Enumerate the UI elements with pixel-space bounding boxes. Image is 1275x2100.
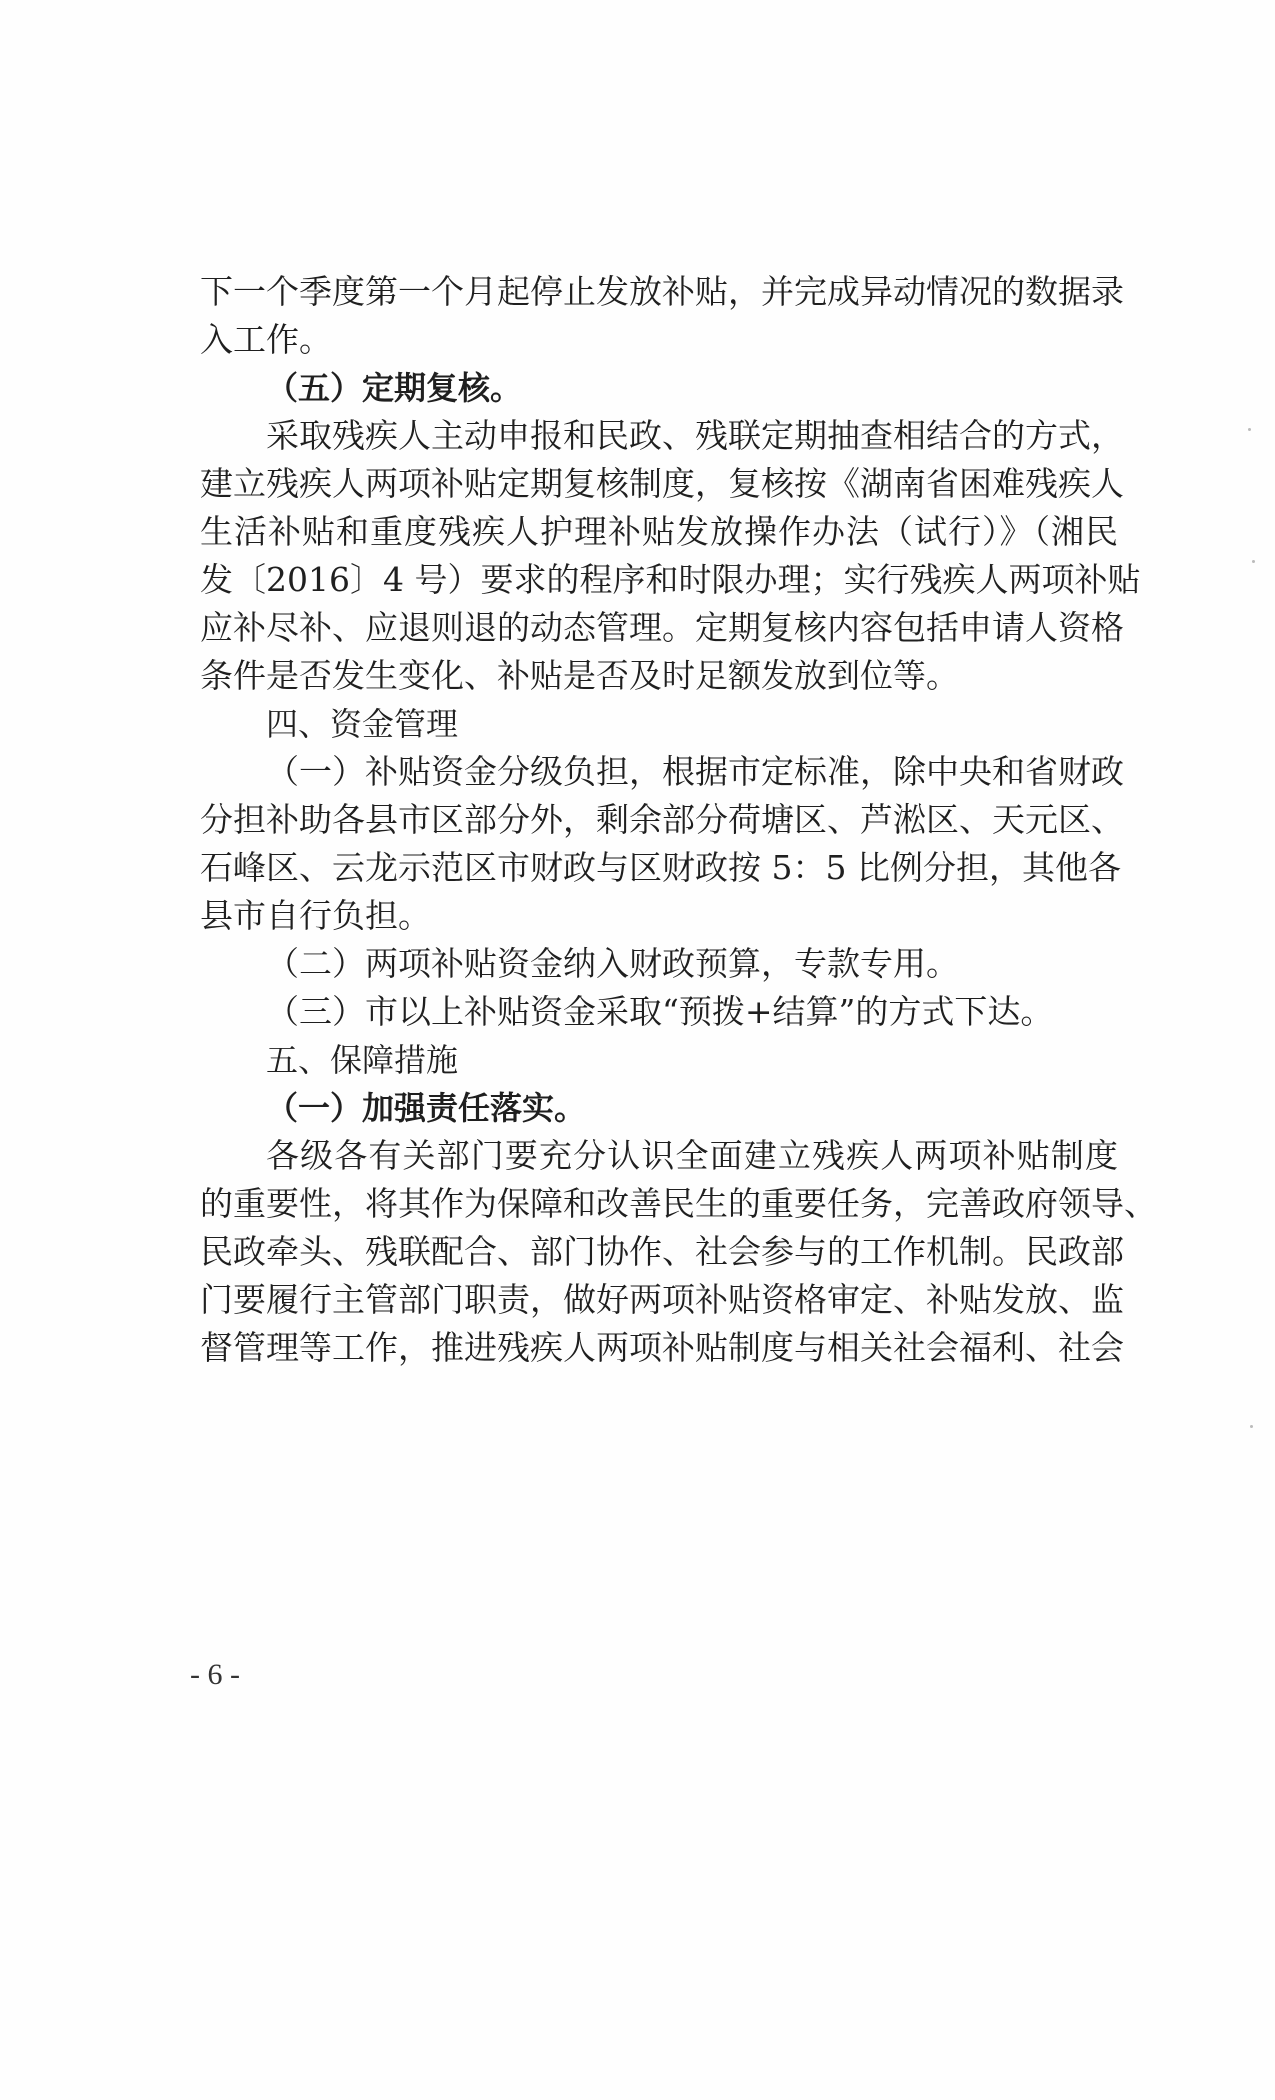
page-number: - 6 - — [190, 1658, 240, 1691]
scan-speck — [1250, 1425, 1253, 1428]
body-line: 石峰区、云龙示范区市财政与区财政按 5：5 比例分担，其他各 — [200, 848, 1121, 887]
body-line: 入工作。 — [200, 320, 332, 359]
body-line: 采取残疾人主动申报和民政、残联定期抽查相结合的方式， — [266, 416, 1124, 455]
body-line: 的重要性，将其作为保障和改善民生的重要任务，完善政府领导、 — [200, 1184, 1157, 1223]
body-line: 县市自行负担。 — [200, 896, 431, 935]
body-line: （一）补贴资金分级负担，根据市定标准，除中央和省财政 — [266, 752, 1124, 791]
body-line: 建立残疾人两项补贴定期复核制度，复核按《湖南省困难残疾人 — [200, 464, 1124, 503]
body-line: 下一个季度第一个月起停止发放补贴，并完成异动情况的数据录 — [200, 272, 1124, 311]
section-subheading: （五）定期复核。 — [266, 369, 523, 407]
body-line: （二）两项补贴资金纳入财政预算，专款专用。 — [266, 944, 959, 983]
body-line: 民政牵头、残联配合、部门协作、社会参与的工作机制。民政部 — [200, 1232, 1124, 1271]
document-body — [200, 268, 1157, 1372]
body-line: 应补尽补、应退则退的动态管理。定期复核内容包括申请人资格 — [200, 608, 1124, 647]
body-line: 各级各有关部门要充分认识全面建立残疾人两项补贴制度 — [266, 1136, 1118, 1175]
body-line: 生活补贴和重度残疾人护理补贴发放操作办法（试行）》（湘民 — [200, 512, 1118, 551]
body-line: 发〔2016〕4 号）要求的程序和时限办理；实行残疾人两项补贴 — [200, 560, 1141, 599]
body-line: 条件是否发生变化、补贴是否及时足额发放到位等。 — [200, 656, 959, 695]
section-subheading: （一）加强责任落实。 — [266, 1089, 587, 1127]
section-heading: 五、保障措施 — [266, 1041, 459, 1079]
section-heading: 四、资金管理 — [266, 705, 459, 743]
body-line: 分担补助各县市区部分外，剩余部分荷塘区、芦淞区、天元区、 — [200, 800, 1124, 839]
scan-speck — [1252, 560, 1255, 563]
body-line: 督管理等工作，推进残疾人两项补贴制度与相关社会福利、社会 — [200, 1328, 1124, 1367]
body-line: （三）市以上补贴资金采取“预拨+结算”的方式下达。 — [266, 992, 1054, 1031]
scan-speck — [1248, 428, 1251, 431]
body-line: 门要履行主管部门职责，做好两项补贴资格审定、补贴发放、监 — [200, 1280, 1124, 1319]
